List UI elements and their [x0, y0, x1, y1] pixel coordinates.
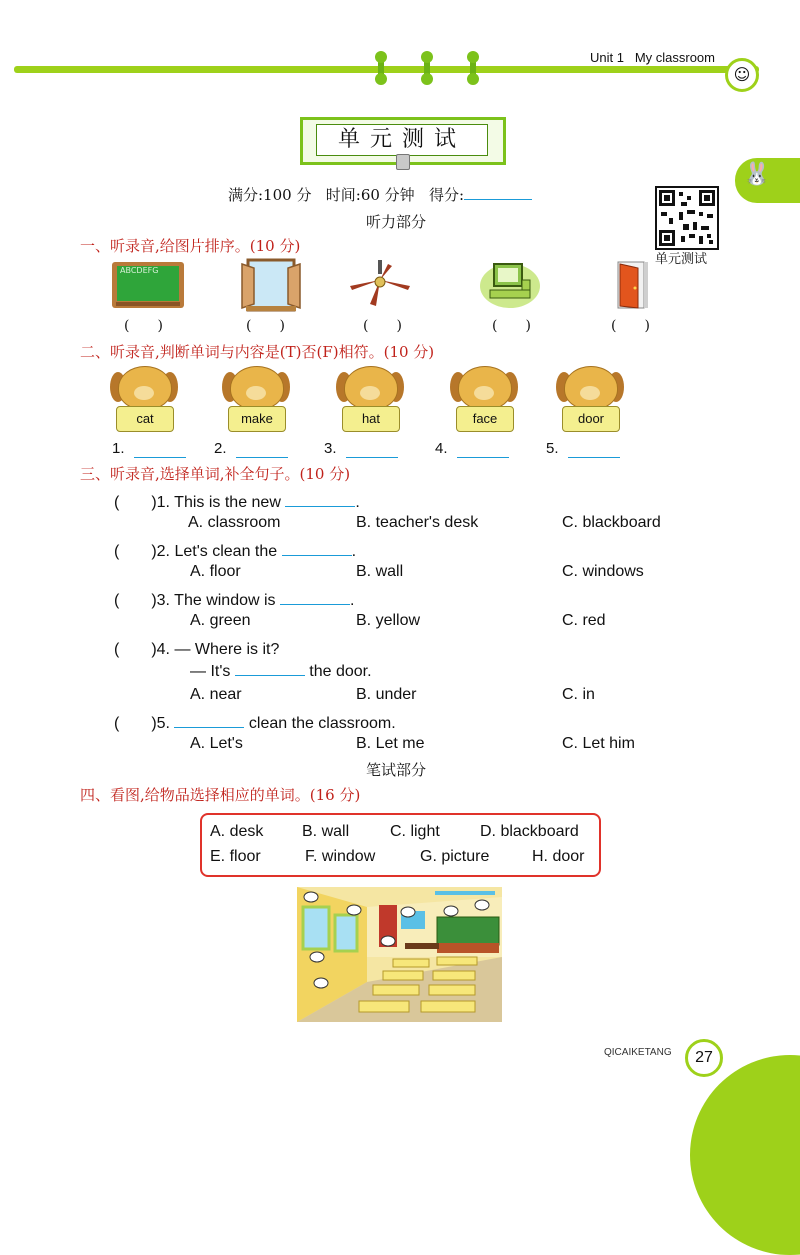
binder-pin: [470, 54, 476, 82]
dog-card: [338, 366, 402, 436]
full-score: 满分:100 分: [228, 186, 312, 204]
section4-heading: 四、看图,给物品选择相应的单词。(16 分): [80, 786, 361, 804]
section3-heading: 三、听录音,选择单词,补全句子。(10 分): [80, 465, 351, 483]
dog-card: [112, 366, 176, 436]
question-number: ( )4.: [114, 641, 171, 658]
option-b: B. teacher's desk: [356, 514, 479, 531]
answer-blank[interactable]: [235, 661, 305, 676]
tf-blank[interactable]: [134, 441, 186, 458]
question-text: Let's clean the: [174, 543, 278, 560]
tf-blank[interactable]: [346, 441, 398, 458]
listening-title: 听力部分: [366, 213, 427, 231]
option-c: C. in: [562, 686, 595, 703]
word-option: E. floor: [210, 848, 261, 865]
answer-paren-1[interactable]: ( ): [124, 318, 163, 334]
option-b: B. Let me: [356, 735, 425, 752]
option-a: A. near: [190, 686, 242, 703]
word-option: G. picture: [420, 848, 490, 865]
binder-pin: [424, 54, 430, 82]
answer-blank[interactable]: [285, 492, 355, 507]
page-title: 单元测试: [316, 124, 488, 156]
time-limit: 时间:60 分钟: [325, 186, 415, 204]
option-c: C. Let him: [562, 735, 635, 752]
blackboard-text: ABCDEFG: [117, 266, 179, 301]
question-number: ( )5.: [114, 715, 171, 732]
classroom-picture: [297, 887, 502, 1022]
bunny-icon: 🐰: [743, 162, 771, 187]
qr-label: 单元测试: [655, 252, 708, 267]
question-4-line2: — It's the door.: [190, 663, 372, 680]
option-a: A. floor: [190, 563, 241, 580]
blackboard-picture: [112, 262, 184, 308]
question-4: [114, 636, 279, 659]
score-blank[interactable]: [464, 185, 532, 200]
dog-sign-word: cat: [116, 406, 174, 432]
option-a: A. classroom: [188, 514, 281, 531]
door-picture: [612, 260, 656, 310]
question-5: [114, 710, 396, 733]
section2-heading: 二、听录音,判断单词与内容是(T)否(F)相符。(10 分): [80, 343, 435, 361]
binder-pin: [378, 54, 384, 82]
tf-number: 5.: [546, 440, 559, 457]
question-1: ( )1. This is the new .: [114, 494, 360, 511]
dog-sign-word: make: [228, 406, 286, 432]
word-option: C. light: [390, 823, 440, 840]
option-c: C. blackboard: [562, 514, 661, 531]
question-3: ( )3. The window is .: [114, 592, 355, 609]
dog-card: [558, 366, 622, 436]
question-number: ( )1.: [114, 494, 171, 511]
tf-number: 4.: [435, 440, 448, 457]
option-c: C. windows: [562, 563, 644, 580]
cartoon-icon: ☺: [725, 58, 759, 92]
tf-number: 3.: [324, 440, 337, 457]
word-option: H. door: [532, 848, 585, 865]
word-option: B. wall: [302, 823, 350, 840]
option-a: A. green: [190, 612, 251, 629]
unit-label: [590, 50, 715, 65]
option-a: A. Let's: [190, 735, 243, 752]
question-2: ( )2. Let's clean the .: [114, 543, 357, 560]
question-text: The window is: [174, 592, 276, 609]
answer-paren-2[interactable]: ( ): [246, 318, 285, 334]
answer-paren-5[interactable]: ( ): [611, 318, 650, 334]
section1-heading: 一、听录音,给图片排序。(10 分): [80, 237, 301, 255]
answer-paren-4[interactable]: ( ): [492, 318, 531, 334]
dog-sign-word: hat: [342, 406, 400, 432]
option-b: B. wall: [356, 563, 404, 580]
option-b: B. yellow: [356, 612, 421, 629]
answer-blank[interactable]: [174, 713, 244, 728]
option-c: C. red: [562, 612, 606, 629]
word-option: D. blackboard: [480, 823, 579, 840]
dog-card: [452, 366, 516, 436]
computer-picture: [478, 258, 542, 310]
dog-sign-word: door: [562, 406, 620, 432]
footer-brand: QICAIKETANG: [604, 1047, 672, 1058]
answer-blank[interactable]: [280, 590, 350, 605]
score-label: 得分:: [429, 186, 465, 204]
clip-icon: [396, 154, 410, 170]
tf-number: 1.: [112, 440, 125, 457]
qr-code[interactable]: [655, 186, 719, 250]
window-picture: [240, 258, 302, 312]
dog-card: [224, 366, 288, 436]
score-line: [228, 184, 532, 205]
page-number: 27: [685, 1039, 723, 1077]
word-option: F. window: [305, 848, 376, 865]
answer-paren-3[interactable]: ( ): [363, 318, 402, 334]
question-text: — Where is it?: [174, 641, 280, 658]
tf-blank[interactable]: [568, 441, 620, 458]
question-text: This is the new: [174, 494, 281, 511]
question-text: clean the classroom.: [248, 715, 396, 732]
question-number: ( )2.: [114, 543, 171, 560]
question-number: ( )3.: [114, 592, 171, 609]
unit-topic: My classroom: [634, 50, 715, 65]
tf-blank[interactable]: [236, 441, 288, 458]
word-option: A. desk: [210, 823, 264, 840]
writing-title: 笔试部分: [366, 761, 427, 779]
tf-blank[interactable]: [457, 441, 509, 458]
answer-blank[interactable]: [282, 541, 352, 556]
tf-number: 2.: [214, 440, 227, 457]
header-bar: [14, 66, 759, 73]
option-b: B. under: [356, 686, 417, 703]
footer-decoration: [690, 1055, 800, 1255]
fan-picture: [348, 260, 412, 308]
unit-number: Unit 1: [590, 50, 624, 65]
dog-sign-word: face: [456, 406, 514, 432]
